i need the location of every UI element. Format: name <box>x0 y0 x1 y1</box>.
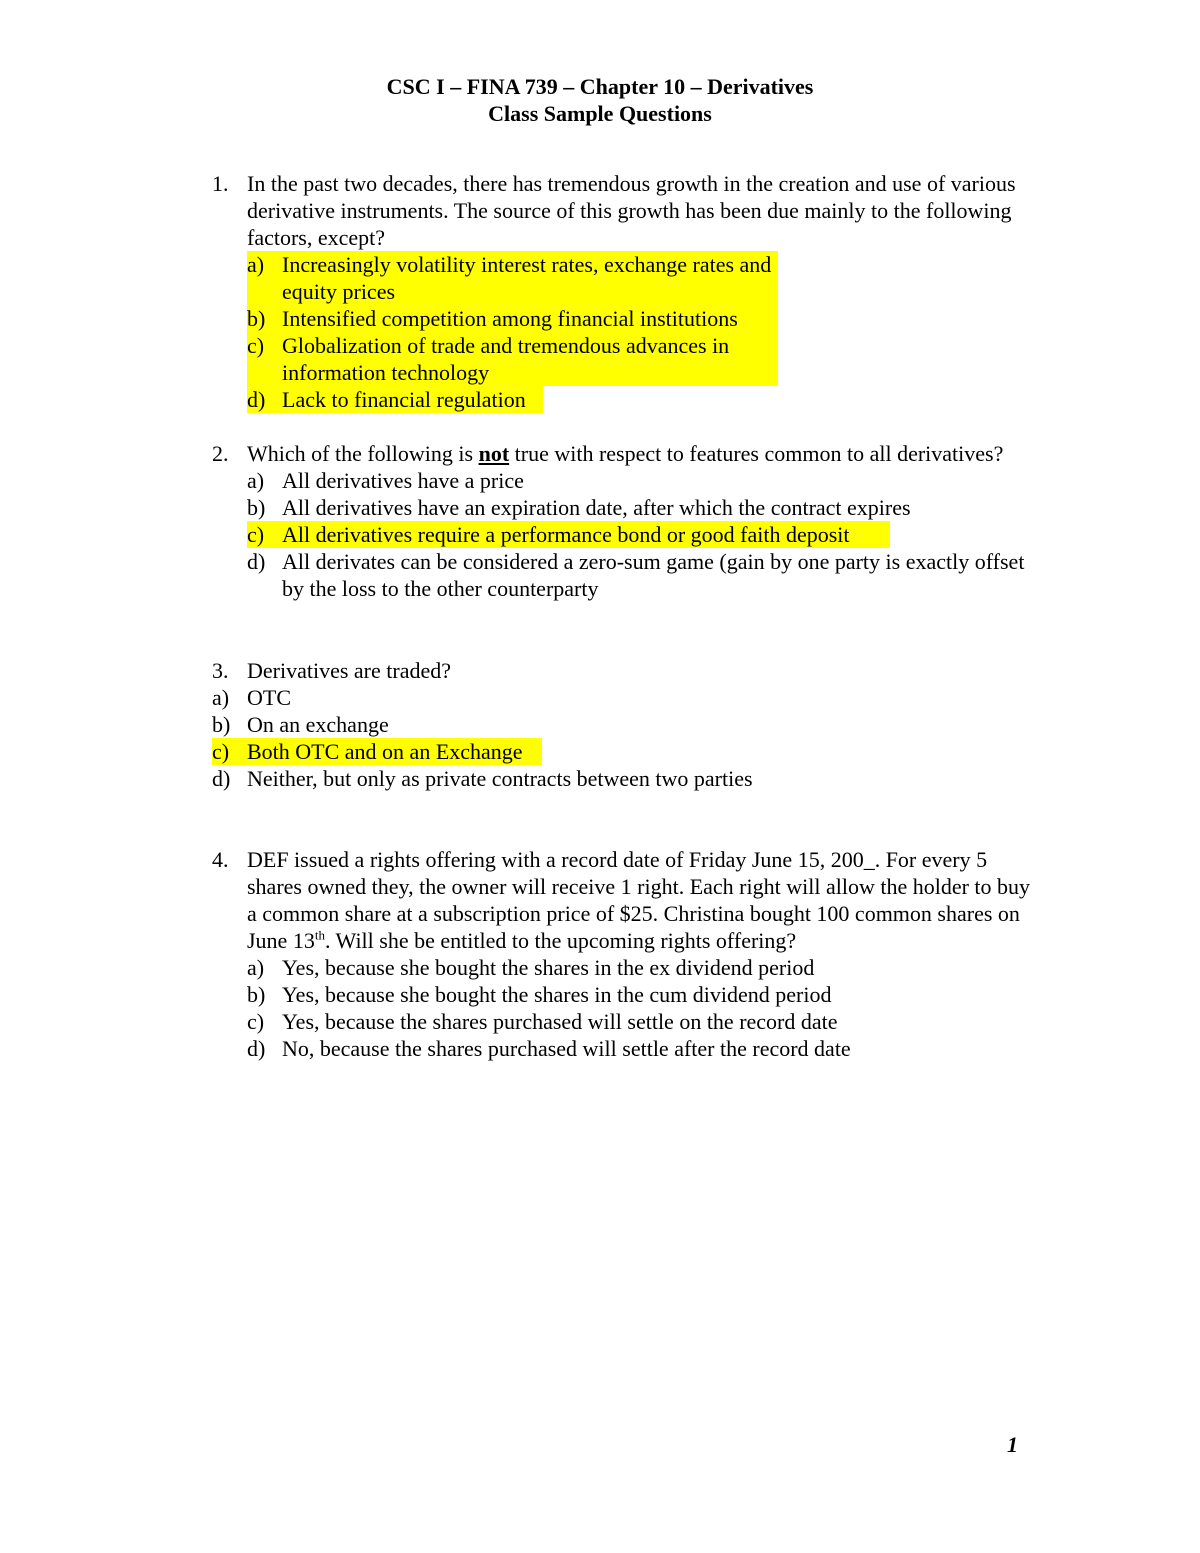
question-1 <box>212 170 1032 413</box>
option-text: Yes, because she bought the shares in the cum dividend period <box>282 982 832 1007</box>
option-letter: c) <box>247 522 265 547</box>
option-letter: a) <box>247 468 265 493</box>
option-letter: d) <box>247 1036 266 1061</box>
question-text: In the past two decades, there has tremendous growth in the creation and use of various derivative instruments. The source of this growth has been due mainly to the following factors, except? <box>247 171 1016 250</box>
option-text: On an exchange <box>247 712 389 737</box>
option-a <box>247 954 1032 981</box>
option-letter: a) <box>247 252 265 277</box>
option-text: Yes, because she bought the shares in the ex dividend period <box>282 955 815 980</box>
option-text: Both OTC and on an Exchange <box>247 739 523 764</box>
question-2 <box>212 440 1032 602</box>
emphasis-not: not <box>478 441 510 466</box>
option-b <box>247 494 1032 521</box>
option-b <box>247 981 1032 1008</box>
option-letter: b) <box>212 712 231 737</box>
option-letter: a) <box>212 685 230 710</box>
option-letter: d) <box>212 766 231 791</box>
option-d <box>247 1035 1032 1062</box>
option-text: Intensified competition among financial institutions <box>282 306 738 331</box>
question-4 <box>212 846 1032 1062</box>
option-text: All derivates can be considered a zero-sum game (gain by one party is exactly offset by the loss to the other counterparty <box>282 549 1025 601</box>
option-b <box>212 711 1032 738</box>
option-letter: a) <box>247 955 265 980</box>
option-c <box>247 521 890 548</box>
option-letter: c) <box>212 739 230 764</box>
document-title: CSC I – FINA 739 – Chapter 10 – Derivatives <box>386 74 814 99</box>
option-letter: d) <box>247 549 266 574</box>
option-letter: b) <box>247 982 266 1007</box>
question-number: 3. <box>212 658 229 683</box>
option-d <box>247 386 543 413</box>
option-text: All derivatives require a performance bond or good faith deposit <box>282 522 850 547</box>
question-3 <box>212 657 1032 792</box>
option-a <box>212 684 1032 711</box>
question-number: 1. <box>212 171 229 196</box>
option-d <box>247 548 1032 602</box>
option-letter: c) <box>247 333 265 358</box>
option-text: OTC <box>247 685 291 710</box>
option-text: All derivatives have an expiration date, after which the contract expires <box>282 495 911 520</box>
option-letter: d) <box>247 387 266 412</box>
document-header <box>0 73 1200 127</box>
option-list <box>247 251 1032 413</box>
option-text: Globalization of trade and tremendous advances in information technology <box>282 333 730 385</box>
ordinal-suffix: th <box>314 927 325 943</box>
question-text: Which of the following is not true with respect to features common to all derivatives? <box>247 441 1004 466</box>
option-letter: c) <box>247 1009 265 1034</box>
option-list <box>247 467 1032 602</box>
option-text: Increasingly volatility interest rates, exchange rates and equity prices <box>282 252 772 304</box>
option-letter: b) <box>247 306 266 331</box>
option-text: No, because the shares purchased will settle after the record date <box>282 1036 851 1061</box>
option-c <box>212 738 542 765</box>
option-text: Neither, but only as private contracts between two parties <box>247 766 753 791</box>
document-subtitle: Class Sample Questions <box>488 101 712 126</box>
option-text: Lack to financial regulation <box>282 387 526 412</box>
option-list <box>212 684 1032 792</box>
option-list <box>247 954 1032 1062</box>
question-text: Derivatives are traded? <box>247 658 451 683</box>
option-text: All derivatives have a price <box>282 468 524 493</box>
option-c <box>247 332 778 386</box>
option-b <box>247 305 778 332</box>
option-letter: b) <box>247 495 266 520</box>
option-a <box>247 251 778 305</box>
question-text: DEF issued a rights offering with a record date of Friday June 15, 200_. For every 5 shares owned they, the owner will receive 1 right. Each right will allow the holder to buy a common share at a subscription price of $25. Christina bought 100 common shares on June 13th. Will she be entitled to the upcoming rights offering? <box>247 847 1031 953</box>
option-c <box>247 1008 1032 1035</box>
question-number: 4. <box>212 847 229 872</box>
page-number: 1 <box>1007 1432 1018 1457</box>
option-a <box>247 467 1032 494</box>
option-d <box>212 765 1032 792</box>
question-number: 2. <box>212 441 229 466</box>
option-text: Yes, because the shares purchased will settle on the record date <box>282 1009 838 1034</box>
